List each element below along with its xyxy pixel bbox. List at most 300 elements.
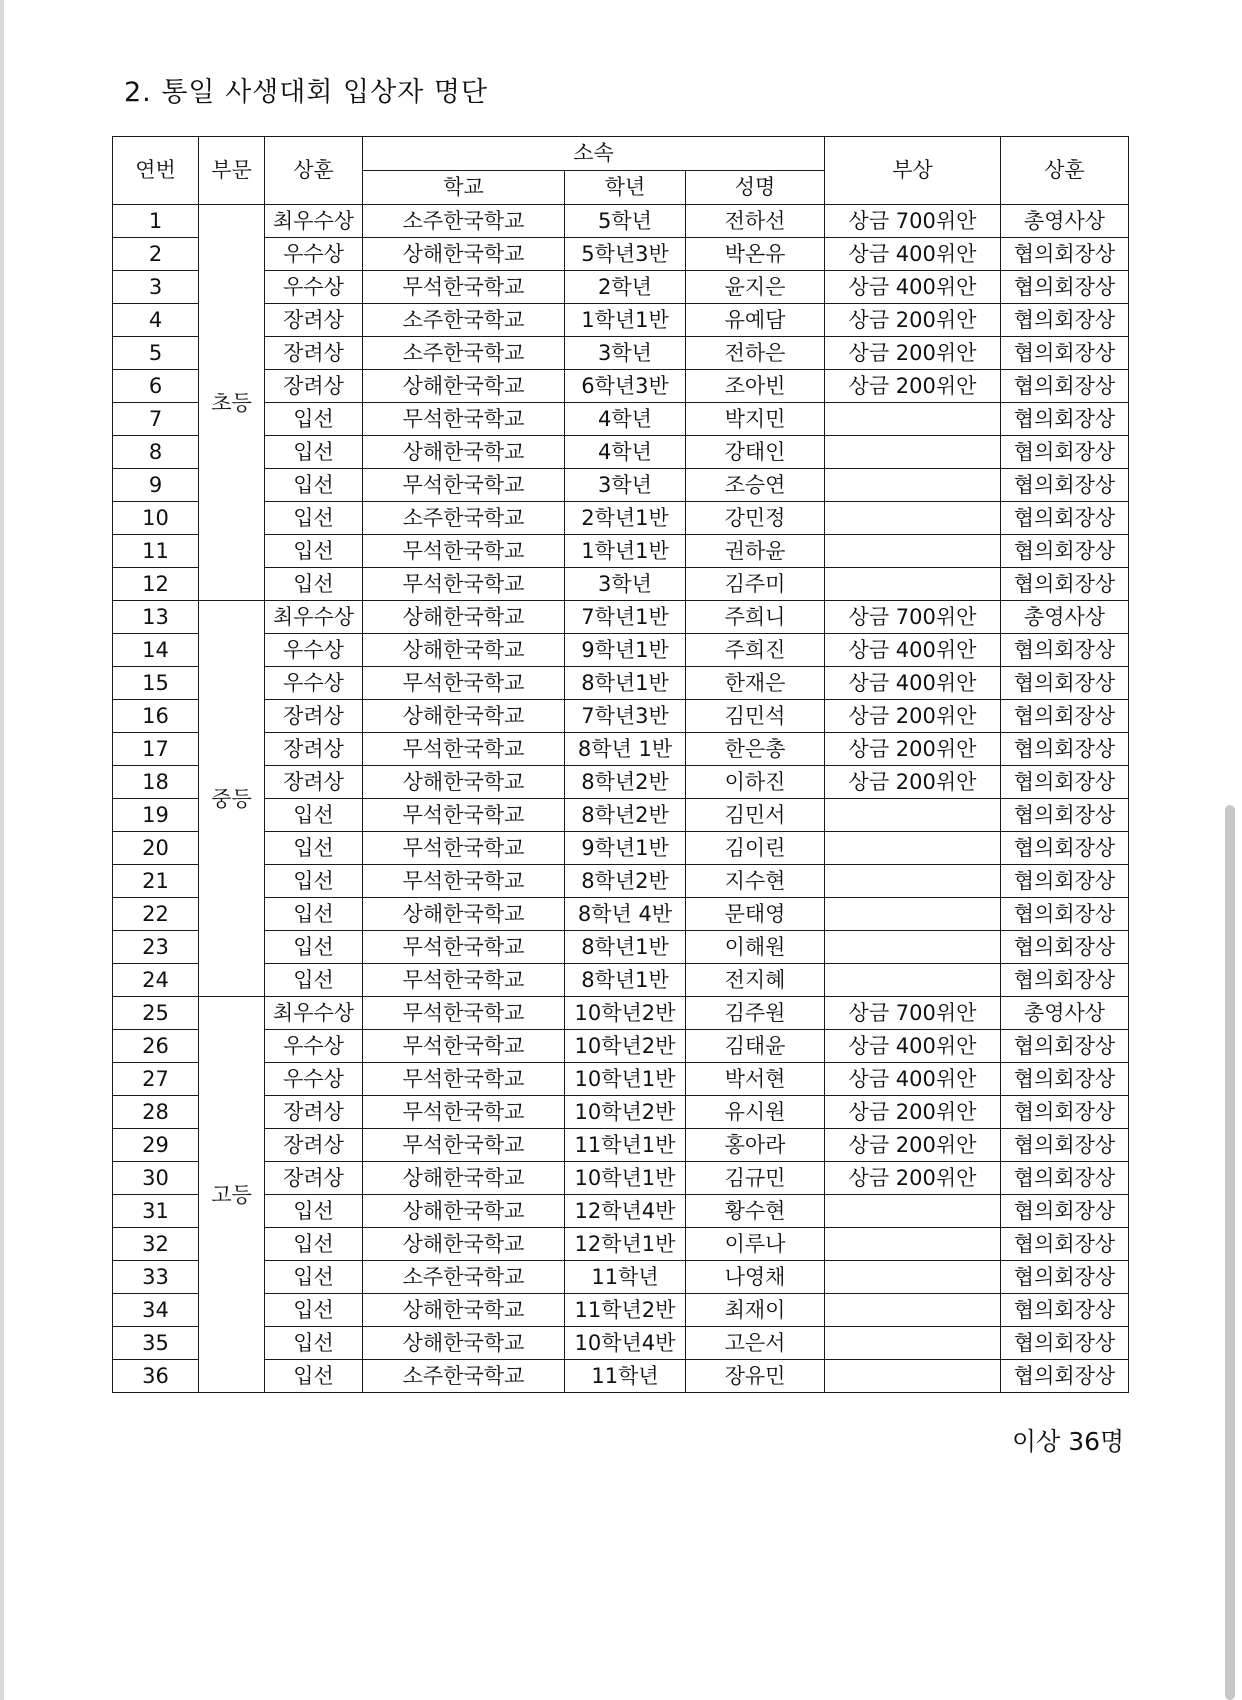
- award-cell: 최우수상: [265, 997, 363, 1030]
- student-name-cell: 조아빈: [686, 370, 825, 403]
- row-number: 35: [113, 1327, 199, 1360]
- prize-cell: [825, 535, 1001, 568]
- grade-cell: 7학년3반: [565, 700, 686, 733]
- prize-cell: [825, 1261, 1001, 1294]
- award-cell: 입선: [265, 898, 363, 931]
- table-row: [113, 733, 1129, 766]
- school-cell: 상해한국학교: [363, 436, 565, 469]
- row-number: 25: [113, 997, 199, 1030]
- award2-cell: 협의회장상: [1001, 568, 1129, 601]
- row-number: 1: [113, 205, 199, 238]
- award2-cell: 협의회장상: [1001, 436, 1129, 469]
- row-number: 11: [113, 535, 199, 568]
- award2-cell: 협의회장상: [1001, 238, 1129, 271]
- grade-cell: 8학년2반: [565, 799, 686, 832]
- award-cell: 입선: [265, 1327, 363, 1360]
- award-cell: 입선: [265, 865, 363, 898]
- header-division: 부문: [199, 137, 265, 205]
- prize-cell: 상금 400위안: [825, 634, 1001, 667]
- table-row: [113, 667, 1129, 700]
- row-number: 15: [113, 667, 199, 700]
- row-number: 23: [113, 931, 199, 964]
- award-cell: 입선: [265, 403, 363, 436]
- table-row: [113, 601, 1129, 634]
- student-name-cell: 김주미: [686, 568, 825, 601]
- grade-cell: 7학년1반: [565, 601, 686, 634]
- award2-cell: 협의회장상: [1001, 535, 1129, 568]
- table-row: [113, 1360, 1129, 1393]
- prize-cell: 상금 400위안: [825, 271, 1001, 304]
- award-cell: 장려상: [265, 1129, 363, 1162]
- award-cell: 우수상: [265, 271, 363, 304]
- grade-cell: 2학년: [565, 271, 686, 304]
- school-cell: 상해한국학교: [363, 1162, 565, 1195]
- award-cell: 입선: [265, 535, 363, 568]
- table-row: [113, 403, 1129, 436]
- grade-cell: 10학년2반: [565, 1096, 686, 1129]
- student-name-cell: 김규민: [686, 1162, 825, 1195]
- grade-cell: 9학년1반: [565, 634, 686, 667]
- school-cell: 무석한국학교: [363, 1096, 565, 1129]
- table-row: [113, 1195, 1129, 1228]
- table-row: [113, 832, 1129, 865]
- row-number: 22: [113, 898, 199, 931]
- school-cell: 무석한국학교: [363, 271, 565, 304]
- prize-cell: [825, 898, 1001, 931]
- row-number: 31: [113, 1195, 199, 1228]
- header-award2: 상훈: [1001, 137, 1129, 205]
- header-affiliation: 소속: [363, 137, 825, 171]
- table-row: [113, 304, 1129, 337]
- row-number: 34: [113, 1294, 199, 1327]
- prize-cell: [825, 403, 1001, 436]
- student-name-cell: 최재이: [686, 1294, 825, 1327]
- school-cell: 무석한국학교: [363, 403, 565, 436]
- award2-cell: 협의회장상: [1001, 1096, 1129, 1129]
- prize-cell: 상금 200위안: [825, 337, 1001, 370]
- award-cell: 장려상: [265, 370, 363, 403]
- school-cell: 상해한국학교: [363, 1294, 565, 1327]
- grade-cell: 10학년1반: [565, 1063, 686, 1096]
- award-cell: 입선: [265, 832, 363, 865]
- scrollbar-thumb[interactable]: [1225, 805, 1235, 1700]
- grade-cell: 11학년2반: [565, 1294, 686, 1327]
- student-name-cell: 나영채: [686, 1261, 825, 1294]
- award2-cell: 협의회장상: [1001, 931, 1129, 964]
- row-number: 9: [113, 469, 199, 502]
- award-cell: 우수상: [265, 1063, 363, 1096]
- award-cell: 우수상: [265, 1030, 363, 1063]
- grade-cell: 12학년4반: [565, 1195, 686, 1228]
- school-cell: 무석한국학교: [363, 799, 565, 832]
- grade-cell: 11학년1반: [565, 1129, 686, 1162]
- award2-cell: 협의회장상: [1001, 1063, 1129, 1096]
- grade-cell: 6학년3반: [565, 370, 686, 403]
- prize-cell: 상금 200위안: [825, 1129, 1001, 1162]
- table-row: [113, 238, 1129, 271]
- award2-cell: 협의회장상: [1001, 502, 1129, 535]
- total-count: 이상 36명: [1012, 1427, 1125, 1456]
- prize-cell: 상금 200위안: [825, 733, 1001, 766]
- division-cell: 고등: [199, 997, 265, 1393]
- award2-cell: 협의회장상: [1001, 271, 1129, 304]
- award-cell: 입선: [265, 502, 363, 535]
- row-number: 21: [113, 865, 199, 898]
- school-cell: 무석한국학교: [363, 568, 565, 601]
- school-cell: 소주한국학교: [363, 1261, 565, 1294]
- prize-cell: 상금 200위안: [825, 304, 1001, 337]
- award2-cell: 협의회장상: [1001, 1327, 1129, 1360]
- table-row: [113, 1327, 1129, 1360]
- student-name-cell: 홍아라: [686, 1129, 825, 1162]
- prize-cell: [825, 469, 1001, 502]
- prize-cell: [825, 931, 1001, 964]
- table-body: [113, 205, 1129, 1393]
- prize-cell: [825, 568, 1001, 601]
- row-number: 12: [113, 568, 199, 601]
- award-cell: 우수상: [265, 667, 363, 700]
- award2-cell: 협의회장상: [1001, 370, 1129, 403]
- student-name-cell: 유예담: [686, 304, 825, 337]
- prize-cell: [825, 1327, 1001, 1360]
- prize-cell: [825, 799, 1001, 832]
- student-name-cell: 주희진: [686, 634, 825, 667]
- table-row: [113, 997, 1129, 1030]
- grade-cell: 1학년1반: [565, 304, 686, 337]
- row-number: 20: [113, 832, 199, 865]
- school-cell: 무석한국학교: [363, 469, 565, 502]
- prize-cell: [825, 832, 1001, 865]
- row-number: 14: [113, 634, 199, 667]
- student-name-cell: 지수현: [686, 865, 825, 898]
- prize-cell: [825, 865, 1001, 898]
- grade-cell: 3학년: [565, 337, 686, 370]
- student-name-cell: 박온유: [686, 238, 825, 271]
- award-cell: 입선: [265, 799, 363, 832]
- grade-cell: 11학년: [565, 1360, 686, 1393]
- award-cell: 입선: [265, 568, 363, 601]
- award-cell: 우수상: [265, 634, 363, 667]
- student-name-cell: 이루나: [686, 1228, 825, 1261]
- school-cell: 상해한국학교: [363, 1195, 565, 1228]
- student-name-cell: 윤지은: [686, 271, 825, 304]
- award2-cell: 협의회장상: [1001, 1228, 1129, 1261]
- table-row: [113, 766, 1129, 799]
- award-cell: 우수상: [265, 238, 363, 271]
- award2-cell: 총영사상: [1001, 601, 1129, 634]
- school-cell: 상해한국학교: [363, 1327, 565, 1360]
- award-cell: 장려상: [265, 766, 363, 799]
- student-name-cell: 한재은: [686, 667, 825, 700]
- header-grade: 학년: [565, 171, 686, 205]
- award2-cell: 협의회장상: [1001, 337, 1129, 370]
- grade-cell: 12학년1반: [565, 1228, 686, 1261]
- row-number: 7: [113, 403, 199, 436]
- school-cell: 소주한국학교: [363, 304, 565, 337]
- row-number: 32: [113, 1228, 199, 1261]
- prize-cell: [825, 964, 1001, 997]
- prize-cell: [825, 1294, 1001, 1327]
- award-cell: 최우수상: [265, 601, 363, 634]
- student-name-cell: 김민석: [686, 700, 825, 733]
- grade-cell: 9학년1반: [565, 832, 686, 865]
- award-cell: 최우수상: [265, 205, 363, 238]
- student-name-cell: 이해원: [686, 931, 825, 964]
- grade-cell: 4학년: [565, 403, 686, 436]
- award-cell: 입선: [265, 1195, 363, 1228]
- table-row: [113, 1063, 1129, 1096]
- table-row: [113, 964, 1129, 997]
- prize-cell: 상금 400위안: [825, 1063, 1001, 1096]
- award2-cell: 협의회장상: [1001, 1129, 1129, 1162]
- school-cell: 상해한국학교: [363, 238, 565, 271]
- row-number: 17: [113, 733, 199, 766]
- table-row: [113, 205, 1129, 238]
- row-number: 36: [113, 1360, 199, 1393]
- grade-cell: 8학년2반: [565, 865, 686, 898]
- student-name-cell: 장유민: [686, 1360, 825, 1393]
- school-cell: 무석한국학교: [363, 865, 565, 898]
- student-name-cell: 박지민: [686, 403, 825, 436]
- grade-cell: 5학년3반: [565, 238, 686, 271]
- row-number: 6: [113, 370, 199, 403]
- table-row: [113, 337, 1129, 370]
- grade-cell: 8학년1반: [565, 964, 686, 997]
- row-number: 13: [113, 601, 199, 634]
- header-award: 상훈: [265, 137, 363, 205]
- school-cell: 무석한국학교: [363, 832, 565, 865]
- award2-cell: 협의회장상: [1001, 832, 1129, 865]
- table-row: [113, 1261, 1129, 1294]
- award2-cell: 총영사상: [1001, 205, 1129, 238]
- award2-cell: 협의회장상: [1001, 1030, 1129, 1063]
- awardees-table: [112, 136, 1129, 1393]
- table-row: [113, 931, 1129, 964]
- award2-cell: 협의회장상: [1001, 898, 1129, 931]
- school-cell: 소주한국학교: [363, 1360, 565, 1393]
- row-number: 26: [113, 1030, 199, 1063]
- table-row: [113, 1162, 1129, 1195]
- table-row: [113, 568, 1129, 601]
- school-cell: 상해한국학교: [363, 370, 565, 403]
- grade-cell: 10학년4반: [565, 1327, 686, 1360]
- award-cell: 장려상: [265, 337, 363, 370]
- prize-cell: [825, 436, 1001, 469]
- table-row: [113, 1294, 1129, 1327]
- row-number: 33: [113, 1261, 199, 1294]
- award2-cell: 협의회장상: [1001, 667, 1129, 700]
- student-name-cell: 고은서: [686, 1327, 825, 1360]
- prize-cell: 상금 200위안: [825, 1162, 1001, 1195]
- school-cell: 무석한국학교: [363, 1030, 565, 1063]
- grade-cell: 8학년 1반: [565, 733, 686, 766]
- division-cell: 중등: [199, 601, 265, 997]
- school-cell: 상해한국학교: [363, 634, 565, 667]
- award-cell: 장려상: [265, 1162, 363, 1195]
- school-cell: 무석한국학교: [363, 964, 565, 997]
- grade-cell: 11학년: [565, 1261, 686, 1294]
- grade-cell: 10학년2반: [565, 997, 686, 1030]
- award-cell: 입선: [265, 931, 363, 964]
- table-row: [113, 1030, 1129, 1063]
- award2-cell: 협의회장상: [1001, 1360, 1129, 1393]
- row-number: 10: [113, 502, 199, 535]
- school-cell: 상해한국학교: [363, 700, 565, 733]
- table-row: [113, 700, 1129, 733]
- row-number: 27: [113, 1063, 199, 1096]
- award2-cell: 협의회장상: [1001, 304, 1129, 337]
- table-row: [113, 271, 1129, 304]
- award2-cell: 협의회장상: [1001, 799, 1129, 832]
- award-cell: 장려상: [265, 733, 363, 766]
- school-cell: 소주한국학교: [363, 205, 565, 238]
- grade-cell: 8학년1반: [565, 667, 686, 700]
- award2-cell: 총영사상: [1001, 997, 1129, 1030]
- table-row: [113, 370, 1129, 403]
- grade-cell: 2학년1반: [565, 502, 686, 535]
- row-number: 4: [113, 304, 199, 337]
- award2-cell: 협의회장상: [1001, 634, 1129, 667]
- award-cell: 입선: [265, 964, 363, 997]
- school-cell: 상해한국학교: [363, 1228, 565, 1261]
- school-cell: 무석한국학교: [363, 733, 565, 766]
- student-name-cell: 한은총: [686, 733, 825, 766]
- table-row: [113, 1129, 1129, 1162]
- student-name-cell: 김이린: [686, 832, 825, 865]
- award-cell: 장려상: [265, 304, 363, 337]
- document-title: 2. 통일 사생대회 입상자 명단: [124, 77, 488, 108]
- grade-cell: 10학년2반: [565, 1030, 686, 1063]
- award2-cell: 협의회장상: [1001, 766, 1129, 799]
- school-cell: 무석한국학교: [363, 997, 565, 1030]
- student-name-cell: 전하선: [686, 205, 825, 238]
- table-row: [113, 1228, 1129, 1261]
- school-cell: 소주한국학교: [363, 502, 565, 535]
- award2-cell: 협의회장상: [1001, 1261, 1129, 1294]
- table-row: [113, 634, 1129, 667]
- prize-cell: 상금 200위안: [825, 766, 1001, 799]
- row-number: 30: [113, 1162, 199, 1195]
- student-name-cell: 김민서: [686, 799, 825, 832]
- table-row: [113, 469, 1129, 502]
- table-row: [113, 535, 1129, 568]
- student-name-cell: 이하진: [686, 766, 825, 799]
- award2-cell: 협의회장상: [1001, 1162, 1129, 1195]
- row-number: 28: [113, 1096, 199, 1129]
- header-name: 성명: [686, 171, 825, 205]
- prize-cell: 상금 400위안: [825, 1030, 1001, 1063]
- school-cell: 무석한국학교: [363, 1129, 565, 1162]
- award2-cell: 협의회장상: [1001, 403, 1129, 436]
- grade-cell: 3학년: [565, 568, 686, 601]
- prize-cell: 상금 200위안: [825, 370, 1001, 403]
- award-cell: 입선: [265, 436, 363, 469]
- header-school: 학교: [363, 171, 565, 205]
- prize-cell: 상금 700위안: [825, 997, 1001, 1030]
- row-number: 2: [113, 238, 199, 271]
- grade-cell: 8학년1반: [565, 931, 686, 964]
- student-name-cell: 김주원: [686, 997, 825, 1030]
- school-cell: 소주한국학교: [363, 337, 565, 370]
- student-name-cell: 전지혜: [686, 964, 825, 997]
- table-header: [113, 137, 1129, 205]
- row-number: 16: [113, 700, 199, 733]
- award2-cell: 협의회장상: [1001, 964, 1129, 997]
- school-cell: 무석한국학교: [363, 535, 565, 568]
- table-row: [113, 799, 1129, 832]
- student-name-cell: 강민정: [686, 502, 825, 535]
- row-number: 19: [113, 799, 199, 832]
- student-name-cell: 강태인: [686, 436, 825, 469]
- award2-cell: 협의회장상: [1001, 469, 1129, 502]
- school-cell: 무석한국학교: [363, 931, 565, 964]
- school-cell: 무석한국학교: [363, 667, 565, 700]
- row-number: 24: [113, 964, 199, 997]
- header-no: 연번: [113, 137, 199, 205]
- grade-cell: 10학년1반: [565, 1162, 686, 1195]
- award-cell: 입선: [265, 1261, 363, 1294]
- prize-cell: 상금 400위안: [825, 238, 1001, 271]
- grade-cell: 8학년2반: [565, 766, 686, 799]
- award-cell: 장려상: [265, 1096, 363, 1129]
- student-name-cell: 전하은: [686, 337, 825, 370]
- grade-cell: 3학년: [565, 469, 686, 502]
- grade-cell: 5학년: [565, 205, 686, 238]
- student-name-cell: 문태영: [686, 898, 825, 931]
- prize-cell: 상금 400위안: [825, 667, 1001, 700]
- prize-cell: 상금 700위안: [825, 205, 1001, 238]
- student-name-cell: 박서현: [686, 1063, 825, 1096]
- header-prize: 부상: [825, 137, 1001, 205]
- prize-cell: 상금 700위안: [825, 601, 1001, 634]
- table-row: [113, 865, 1129, 898]
- award2-cell: 협의회장상: [1001, 1195, 1129, 1228]
- award-cell: 입선: [265, 1228, 363, 1261]
- row-number: 8: [113, 436, 199, 469]
- school-cell: 상해한국학교: [363, 601, 565, 634]
- prize-cell: [825, 1228, 1001, 1261]
- school-cell: 무석한국학교: [363, 1063, 565, 1096]
- prize-cell: 상금 200위안: [825, 700, 1001, 733]
- grade-cell: 1학년1반: [565, 535, 686, 568]
- grade-cell: 8학년 4반: [565, 898, 686, 931]
- award-cell: 입선: [265, 469, 363, 502]
- school-cell: 상해한국학교: [363, 898, 565, 931]
- student-name-cell: 유시원: [686, 1096, 825, 1129]
- award-cell: 입선: [265, 1294, 363, 1327]
- row-number: 5: [113, 337, 199, 370]
- table-row: [113, 502, 1129, 535]
- table-row: [113, 1096, 1129, 1129]
- award2-cell: 협의회장상: [1001, 865, 1129, 898]
- award2-cell: 협의회장상: [1001, 700, 1129, 733]
- table-row: [113, 436, 1129, 469]
- award-cell: 입선: [265, 1360, 363, 1393]
- prize-cell: [825, 502, 1001, 535]
- row-number: 29: [113, 1129, 199, 1162]
- row-number: 18: [113, 766, 199, 799]
- award-cell: 장려상: [265, 700, 363, 733]
- student-name-cell: 김태윤: [686, 1030, 825, 1063]
- table-row: [113, 898, 1129, 931]
- student-name-cell: 조승연: [686, 469, 825, 502]
- prize-cell: [825, 1195, 1001, 1228]
- row-number: 3: [113, 271, 199, 304]
- prize-cell: [825, 1360, 1001, 1393]
- prize-cell: 상금 200위안: [825, 1096, 1001, 1129]
- student-name-cell: 황수현: [686, 1195, 825, 1228]
- school-cell: 상해한국학교: [363, 766, 565, 799]
